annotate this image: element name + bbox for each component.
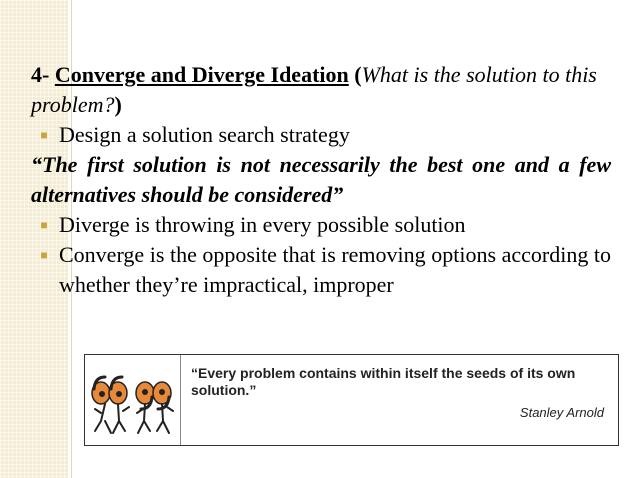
square-bullet-icon: ■: [40, 218, 48, 232]
bullet-item: [31, 120, 611, 150]
square-bullet-icon: ■: [40, 248, 48, 262]
bullet-text: Design a solution search strategy: [59, 122, 350, 147]
slide-heading: [31, 60, 611, 120]
quote-box: [84, 354, 619, 446]
heading-question: What is the solution to this problem?: [31, 62, 597, 117]
heading-open-paren: (: [354, 62, 362, 87]
66-99-figures-icon: [89, 363, 175, 441]
quote-box-divider: [180, 355, 181, 445]
bullet-item: [31, 240, 611, 300]
slide-content: [31, 60, 611, 300]
highlight-quote: “The first solution is not necessarily the best one and a few alternatives should be considered”: [31, 152, 611, 207]
bullet-text: Diverge is throwing in every possible solution: [59, 212, 466, 237]
bullet-item: [31, 210, 611, 240]
box-quote-text: “Every problem contains within itself the seeds of its own solution.”: [191, 365, 576, 398]
bullet-text: Converge is the opposite that is removing options according to whether they’re impractical, improper: [59, 242, 611, 297]
square-bullet-icon: ■: [40, 128, 48, 142]
heading-close-paren: ): [114, 92, 122, 117]
heading-number: 4-: [31, 62, 50, 87]
heading-title: Converge and Diverge Ideation: [54, 62, 349, 87]
box-quote-author: Stanley Arnold: [519, 405, 604, 420]
